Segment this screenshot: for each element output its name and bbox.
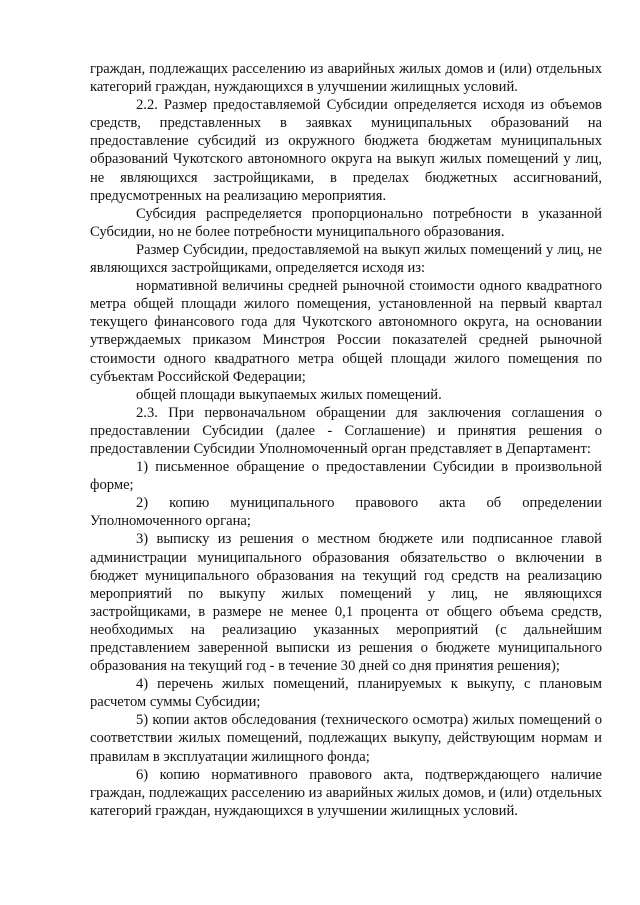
list-item-4: 4) перечень жилых помещений, планируемых к выкупу, с плановым расчетом суммы Субсидии; (90, 676, 602, 711)
paragraph-total-area: общей площади выкупаемых жилых помещений. (136, 386, 442, 403)
document-page (90, 60, 602, 820)
paragraph-continuation: граждан, подлежащих расселению из аварийных жилых домов и (или) отдельных категорий граждан, нуждающихся в улучшении жилищных условий. (90, 61, 602, 96)
list-item-6: 6) копию нормативного правового акта, подтверждающего наличие граждан, подлежащих расселению из аварийных жилых домов, и (или) отдельных категорий граждан, нуждающихся в улучшении жилищных условий. (90, 766, 602, 819)
paragraph-2-2: 2.2. Размер предоставляемой Субсидии определяется исходя из объемов средств, представленных в заявках муниципальных образований на предоставление субсидий из окружного бюджета бюджетам муниципальных образований Чукотского автономного округа на выкуп жилых помещений у лиц, не являющихся застройщиками, в пределах бюджетных ассигнований, предусмотренных на реализацию мероприятия. (90, 97, 602, 204)
list-item-3: 3) выписку из решения о местном бюджете или подписанное главой администрации муниципального образования обязательство о включении в бюджет муниципального образования на текущий год средств на реализацию мероприятий по выкупу жилых помещений у лиц, не являющихся застройщиками, в размере не менее 0,1 процента от общего объема средств, необходимых на реализацию указанных мероприятий (с дальнейшим представлением заверенной выписки из решения о бюджете муниципального образования на текущий год - в течение 30 дней со дня принятия решения); (90, 531, 602, 675)
list-item-2: 2) копию муниципального правового акта об определении Уполномоченного органа; (90, 495, 602, 530)
list-item-1: 1) письменное обращение о предоставлении Субсидии в произвольной форме; (90, 459, 602, 494)
paragraph-2-3: 2.3. При первоначальном обращении для заключения соглашения о предоставлении Субсидии (далее - Соглашение) и принятия решения о предоставлении Субсидии Уполномоченный орган представляет в Департамент: (90, 404, 602, 457)
list-item-5: 5) копии актов обследования (технического осмотра) жилых помещений о соответствии жилых помещений, подлежащих выкупу, действующим нормам и правилам в эксплуатации жилищного фонда; (90, 712, 602, 765)
paragraph-normative-value: нормативной величины средней рыночной стоимости одного квадратного метра общей площади жилого помещения, установленной на первый квартал текущего финансового года для Чукотского автономного округа, на основании утверждаемых приказом Минстроя России показателей средней рыночной стоимости одного квадратного метра общей площади жилого помещения по субъектам Российской Федерации; (90, 278, 602, 385)
paragraph-subsidy-distribution: Субсидия распределяется пропорционально потребности в указанной Субсидии, но не более потребности муниципального образования. (90, 205, 602, 240)
paragraph-subsidy-size: Размер Субсидии, предоставляемой на выкуп жилых помещений у лиц, не являющихся застройщиками, определяется исходя из: (90, 241, 602, 277)
